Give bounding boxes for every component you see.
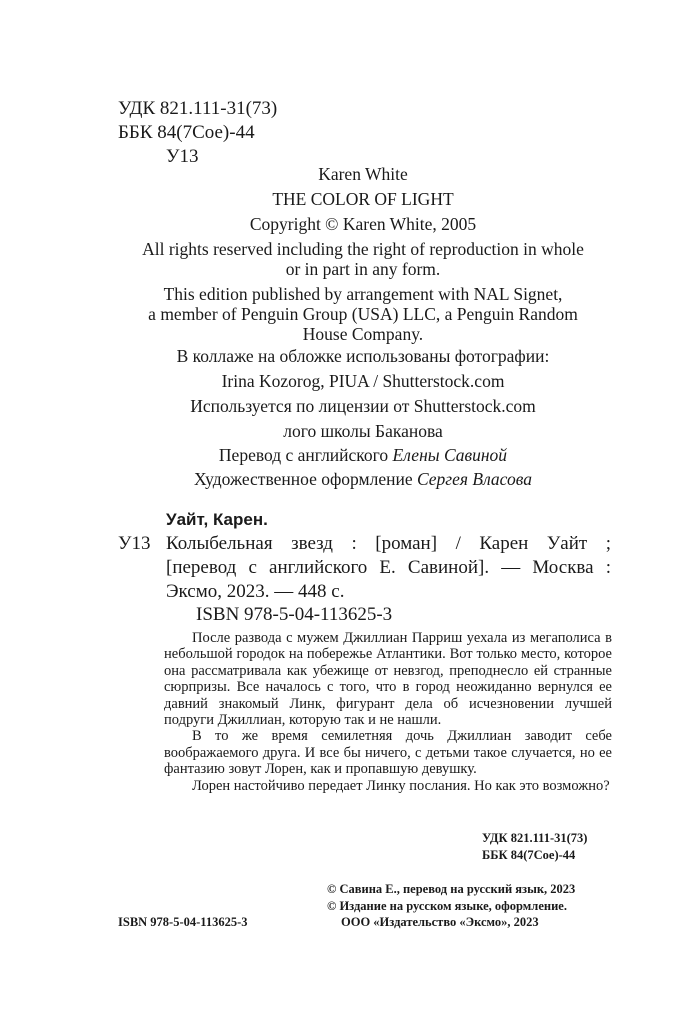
edition-line-1: This edition published by arrangement with NAL Signet,: [163, 284, 563, 304]
annotation: [164, 630, 612, 794]
biblio-isbn: ISBN 978-5-04-113625-3: [196, 604, 393, 625]
biblio-line-1: Колыбельная звезд : [роман] / Карен Уайт ;: [166, 533, 611, 554]
translator-name: Елены Савиной: [392, 445, 508, 465]
design-credit: [118, 468, 608, 490]
biblio-line-2: [перевод с английского Е. Савиной]. — Москва :: [166, 557, 611, 578]
bbk-code: ББК 84(7Сое)-44: [118, 122, 255, 143]
designer-name: Сергея Власова: [416, 469, 532, 489]
biblio-author-mark: У13: [118, 533, 151, 554]
copyright-translation: © Савина Е., перевод на русский язык, 2023: [327, 882, 576, 896]
udk-code: УДК 821.111-31(73): [118, 98, 278, 119]
annotation-paragraph-3: Лорен настойчиво передает Линку послания. Но как это возможно?: [192, 777, 610, 794]
translation-prefix: Перевод с английского: [218, 445, 389, 465]
biblio-line-3: Эксмо, 2023. — 448 с.: [166, 581, 345, 602]
copyright-publisher: ООО «Издательство «Эксмо», 2023: [341, 915, 539, 929]
original-title: THE COLOR OF LIGHT: [272, 189, 454, 209]
rights-line-1: All rights reserved including the right of reproduction in whole: [142, 239, 584, 259]
edition-line-2: a member of Penguin Group (USA) LLC, a Penguin Random: [148, 304, 578, 324]
photo-credit: Irina Kozorog, PIUA / Shutterstock.com: [221, 371, 505, 391]
annotation-paragraph-2: В то же время семилетняя дочь Джиллиан заводит себе воображаемого друга. И все бы ничего, с детьми такое случается, но ее фантазию зовут Лорен, как и пропавшую девушку.: [164, 728, 612, 778]
annotation-paragraph-1: После развода с мужем Джиллиан Парриш уехала из мегаполиса в небольшой городок на побережье Атлантики. Вот только место, которое она рассматривала как убежище от невзгод, преподнесло ей странные сюрпризы. Все началось с того, что в город неожиданно вернулся ее давний знакомый Линк, фигурант дела об исчезновении лучшей подруги Джиллиан, которую так и не нашли.: [164, 630, 612, 729]
rights-line-2: or in part in any form.: [285, 259, 441, 279]
original-author: Karen White: [318, 164, 408, 184]
copyright-edition: © Издание на русском языке, оформление.: [327, 899, 567, 913]
edition-line-3: House Company.: [302, 324, 424, 344]
footer-isbn: ISBN 978-5-04-113625-3: [118, 915, 248, 929]
cover-photos-note: В коллаже на обложке использованы фотографии:: [176, 346, 550, 366]
bbk-footer: ББК 84(7Сое)-44: [482, 848, 576, 862]
design-prefix: Художественное оформление: [194, 469, 413, 489]
original-copyright: Copyright © Karen White, 2005: [249, 214, 477, 234]
school-logo-note: лого школы Баканова: [283, 421, 443, 441]
license-note: Используется по лицензии от Shutterstock.com: [190, 396, 536, 416]
author-mark: У13: [166, 146, 199, 167]
udk-footer: УДК 821.111-31(73): [482, 831, 588, 845]
translation-credit: [118, 444, 608, 466]
author-heading: Уайт, Карен.: [166, 510, 268, 529]
